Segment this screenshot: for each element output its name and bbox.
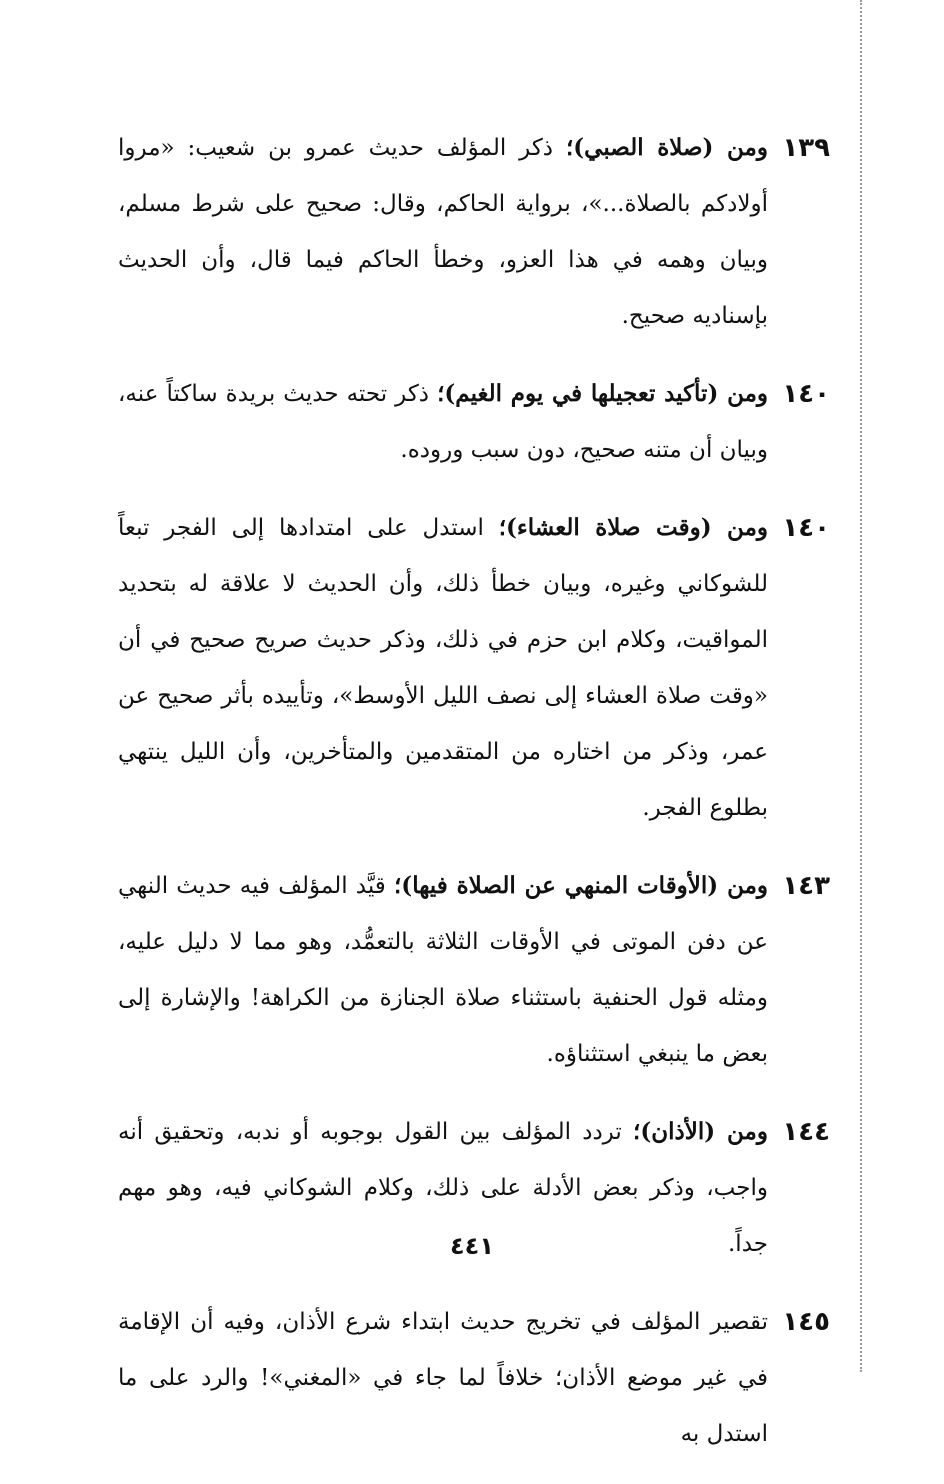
page-body [118,120,830,1484]
entry-number: ١٤٤ [782,1117,830,1147]
entry-number: ١٤٠ [782,513,830,543]
entry-number: ١٤٣ [782,871,830,901]
entry-140-a [118,366,830,478]
entry-number: ١٤٠ [782,379,830,409]
entry-body: ذكر المؤلف حديث عمرو بن شعيب: «مروا أولادكم بالصلاة...»، برواية الحاكم، وقال: صحيح على شرط مسلم، وبيان وهمه في هذا العزو، وخطأ الحاكم فيما قال، وأن الحديث بإسناديه صحيح. [118,135,768,329]
page-number: ٤٤١ [450,1232,494,1260]
entry-145 [118,1294,830,1462]
entry-heading: ومن (تأكيد تعجيلها في يوم الغيم)؛ [437,380,768,407]
entry-140-b [118,500,830,836]
entry-body: استدل على امتدادها إلى الفجر تبعاً للشوكاني وغيره، وبيان خطأ ذلك، وأن الحديث لا علاقة له بتحديد المواقيت، وكلام ابن حزم في ذلك، وذكر حديث صريح صحيح في أن «وقت صلاة العشاء إلى نصف الليل الأوسط»، وتأييده بأثر صحيح عن عمر، وذكر من اختاره من المتقدمين والمتأخرين، وأن الليل ينتهي بطلوع الفجر. [118,515,768,821]
entry-heading: ومن (الأذان)؛ [633,1118,768,1145]
entry-heading: ومن (وقت صلاة العشاء)؛ [498,514,768,541]
entry-number: ١٣٩ [782,133,830,163]
entry-text [118,120,768,344]
entry-text [118,858,768,1082]
entry-heading: ومن (الأوقات المنهي عن الصلاة فيها)؛ [394,872,768,899]
entry-body: قيَّد المؤلف فيه حديث النهي عن دفن الموتى في الأوقات الثلاثة بالتعمُّد، وهو مما لا دليل عليه، ومثله قول الحنفية باستثناء صلاة الجنازة من الكراهة! والإشارة إلى بعض ما ينبغي استثناؤه. [118,873,768,1067]
margin-dotted-rule [860,0,862,1372]
entry-139 [118,120,830,344]
entry-heading: ومن (صلاة الصبي)؛ [565,134,768,161]
entry-text [118,500,768,836]
entry-number: ١٤٥ [782,1307,830,1337]
entry-text [118,366,768,478]
entry-text [118,1294,768,1462]
entry-body: ذكر تحته حديث بريدة ساكتاً عنه، وبيان أن متنه صحيح، دون سبب وروده. [118,381,768,463]
entry-143 [118,858,830,1082]
entry-body: تردد المؤلف بين القول بوجوبه أو ندبه، وتحقيق أنه واجب، وذكر بعض الأدلة على ذلك، وكلام الشوكاني فيه، وهو مهم جداً. [118,1119,768,1257]
entry-body: تقصير المؤلف في تخريج حديث ابتداء شرع الأذان، وفيه أن الإقامة في غير موضع الأذان؛ خلافاً لما جاء في «المغني»! والرد على ما استدل به [118,1309,768,1447]
